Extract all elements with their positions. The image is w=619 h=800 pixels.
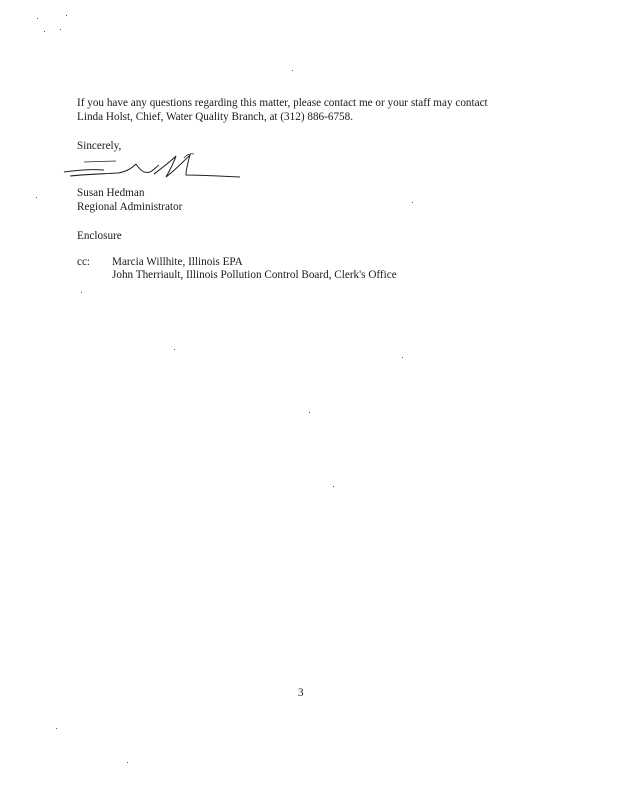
cc-label: cc: [77,256,91,268]
signer-title: Regional Administrator [77,201,183,213]
scan-speck [66,15,67,16]
signer-name: Susan Hedman [77,187,145,199]
scan-speck [309,412,310,413]
scan-speck [292,70,293,71]
paragraph-line-2: Linda Holst, Chief, Water Quality Branch, at (312) 886-6758. [77,111,354,123]
page-number: 3 [298,687,304,699]
closing: Sincerely, [77,140,122,152]
scan-speck [36,197,37,198]
paragraph-line-1: If you have any questions regarding this matter, please contact me or your staff may contact [77,97,488,109]
scan-speck [44,31,45,32]
scan-speck [333,486,334,487]
signature [58,150,248,184]
scan-speck [81,292,82,293]
scan-speck [37,18,38,19]
cc-recipient: Marcia Willhite, Illinois EPA [112,256,243,268]
scan-speck [174,349,175,350]
scan-speck [60,29,61,30]
scan-speck [402,357,403,358]
scan-speck [56,728,57,729]
enclosure-label: Enclosure [77,230,122,242]
cc-recipient: John Therriault, Illinois Pollution Control Board, Clerk's Office [112,269,397,281]
scan-speck [412,202,413,203]
scan-speck [127,762,128,763]
